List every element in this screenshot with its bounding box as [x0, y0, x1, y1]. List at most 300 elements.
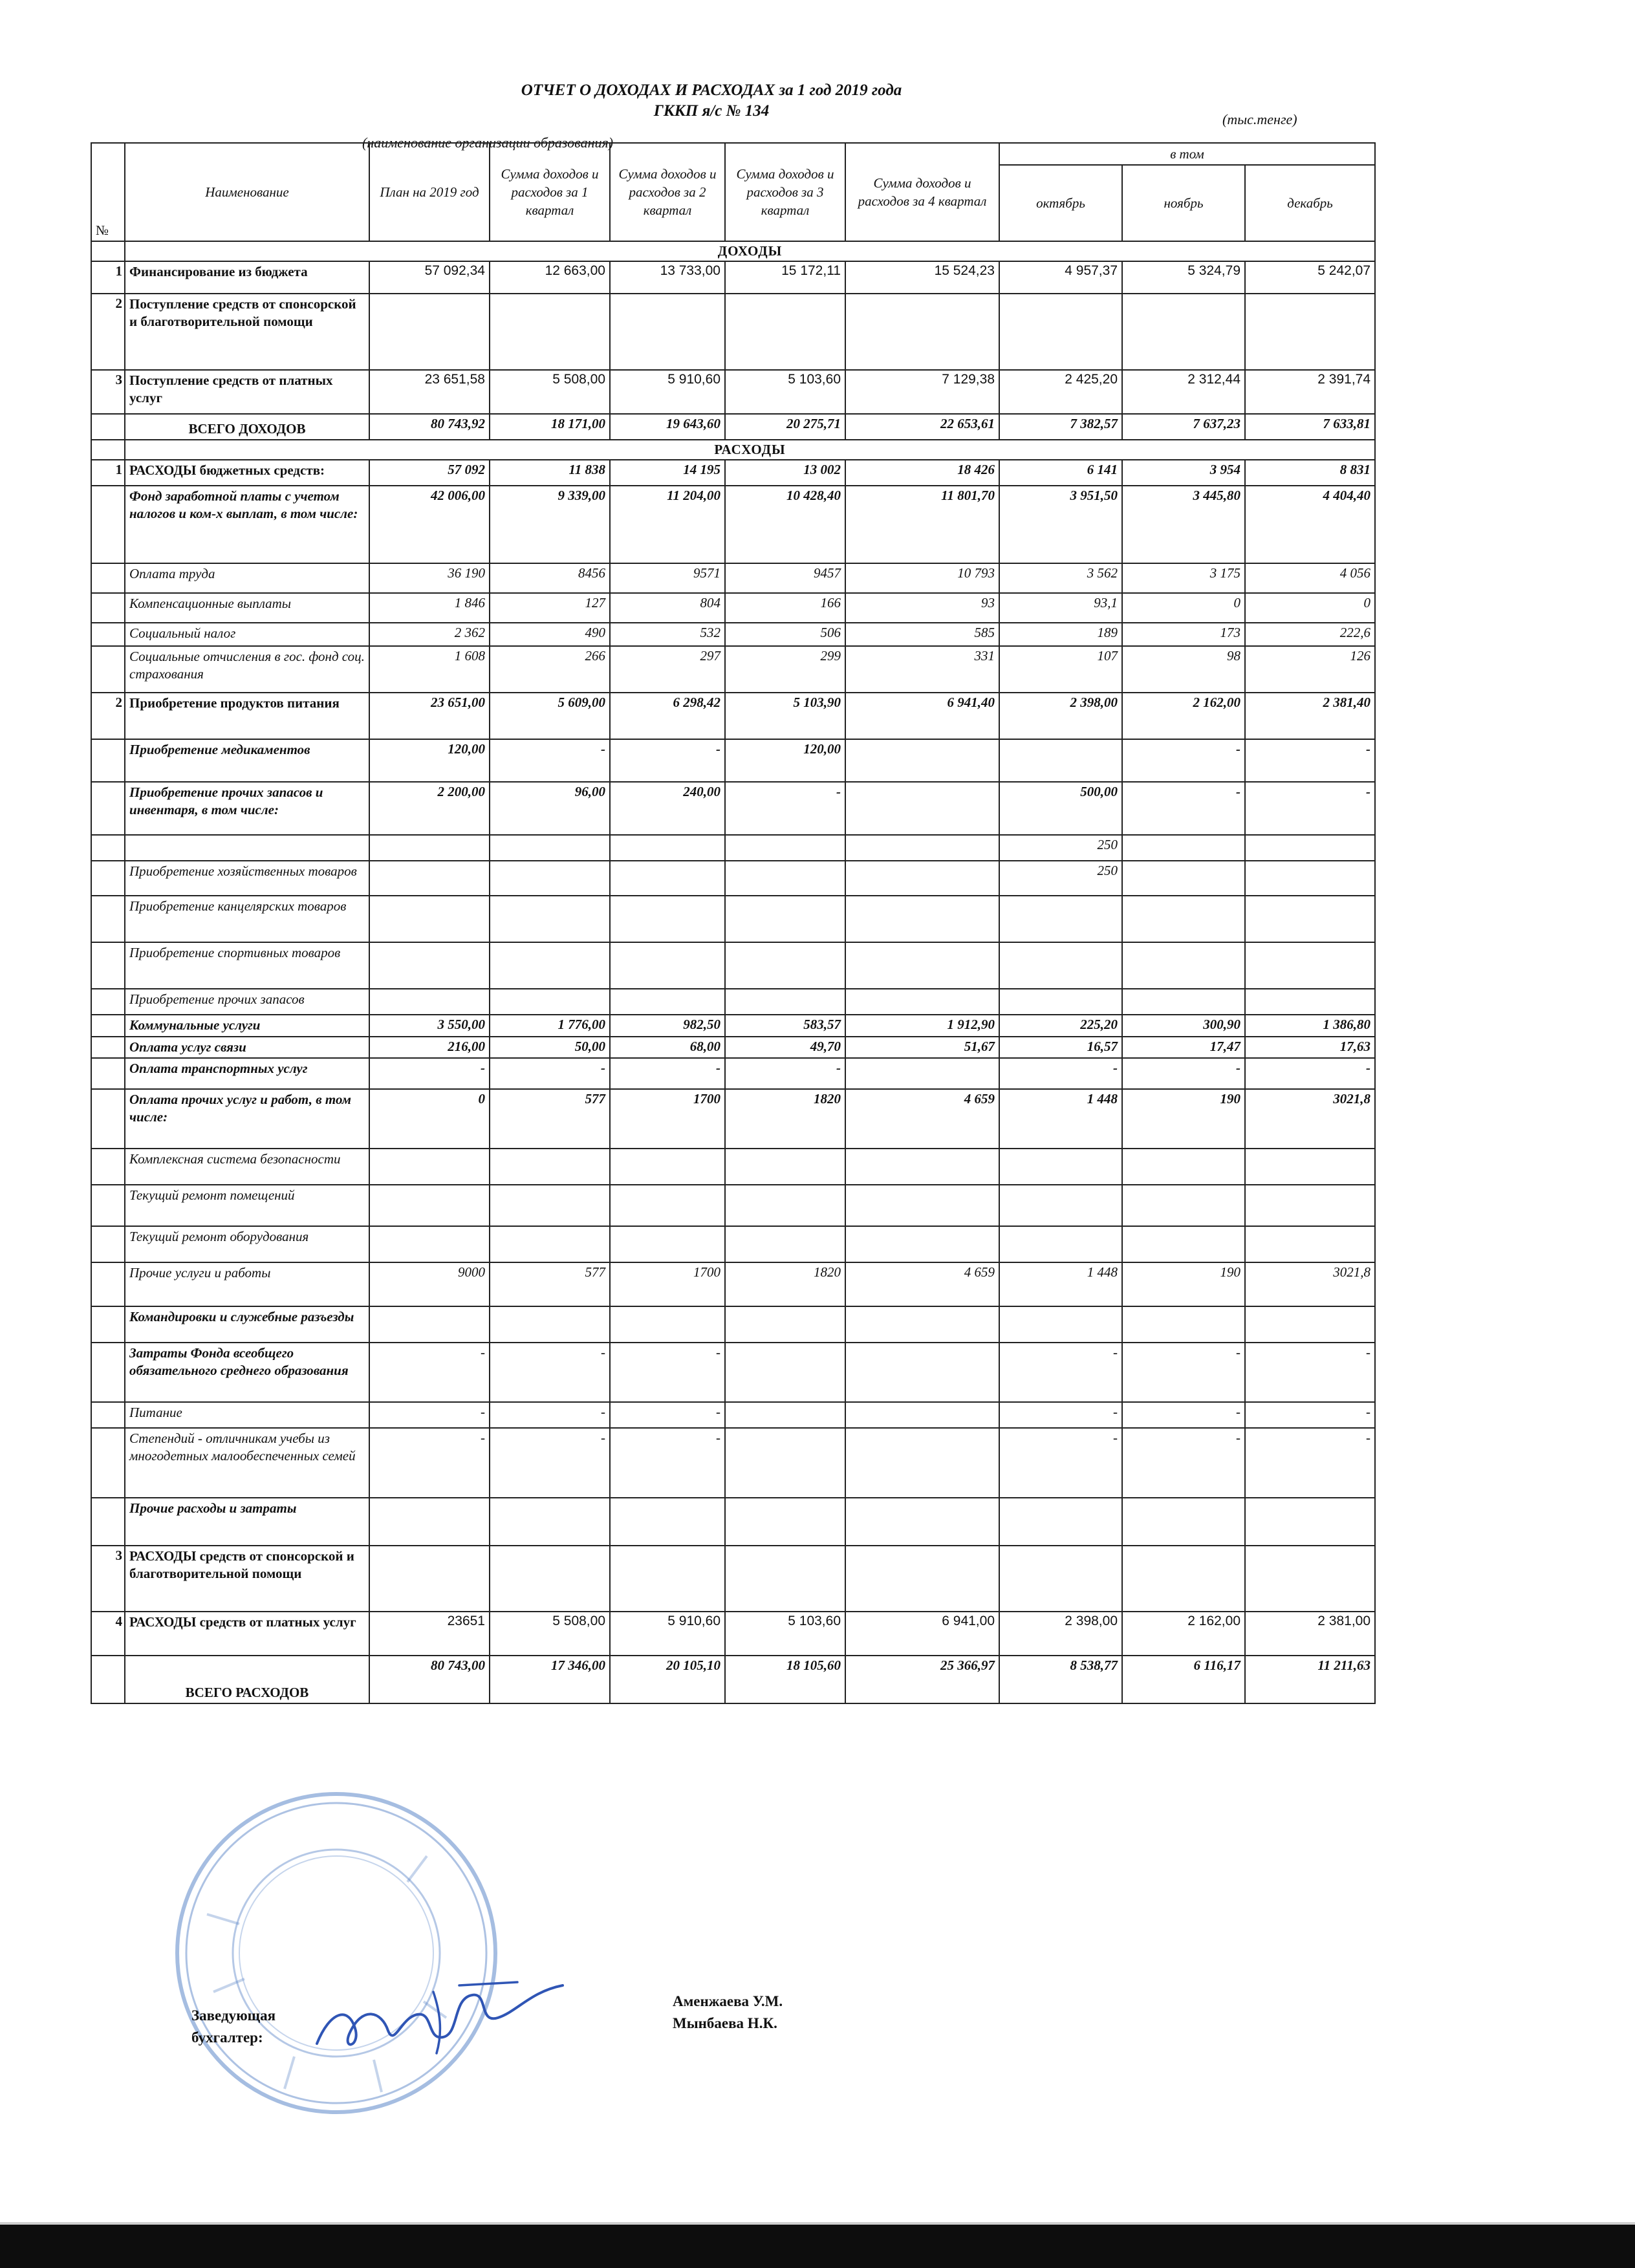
row-name: Приобретение прочих запасов и инвентаря, в том числе:	[125, 782, 369, 835]
cell-m3: 8 831	[1245, 460, 1375, 486]
cell-m1	[999, 739, 1122, 782]
row-name: Приобретение спортивных товаров	[125, 942, 369, 989]
cell-q4	[845, 1185, 999, 1226]
cell-q4	[845, 1498, 999, 1546]
cell-q4	[845, 739, 999, 782]
row-number	[91, 896, 125, 942]
section-no-cell	[91, 440, 125, 460]
cell-plan	[369, 989, 490, 1015]
cell-m3	[1245, 1185, 1375, 1226]
cell-q1	[490, 861, 610, 896]
cell-m2	[1122, 896, 1245, 942]
col-plan: План на 2019 год	[369, 143, 490, 241]
row-name: Приобретение продуктов питания	[125, 693, 369, 739]
cell-m2	[1122, 1498, 1245, 1546]
table-row	[91, 942, 1375, 989]
col-no: №	[91, 143, 125, 241]
cell-m3: 3021,8	[1245, 1262, 1375, 1306]
cell-q3	[725, 989, 845, 1015]
col-name: Наименование	[125, 143, 369, 241]
table-row	[91, 861, 1375, 896]
row-name: Коммунальные услуги	[125, 1015, 369, 1037]
cell-m1: -	[999, 1058, 1122, 1089]
row-number	[91, 835, 125, 861]
row-name: РАСХОДЫ бюджетных средств:	[125, 460, 369, 486]
row-number	[91, 1149, 125, 1185]
table-row	[91, 1428, 1375, 1498]
cell-m2	[1122, 1226, 1245, 1262]
cell-m1: 1 448	[999, 1089, 1122, 1149]
row-name: Затраты Фонда всеобщего обязательного среднего образования	[125, 1343, 369, 1402]
cell-plan: 36 190	[369, 563, 490, 593]
cell-q3	[725, 1149, 845, 1185]
cell-q3	[725, 861, 845, 896]
cell-q1: 11 838	[490, 460, 610, 486]
report-body	[91, 241, 1375, 1703]
col-q4: Сумма доходов и расходов за 4 квартал	[845, 143, 999, 241]
cell-m3: 4 404,40	[1245, 486, 1375, 563]
cell-q1	[490, 1546, 610, 1612]
cell-m2: 3 954	[1122, 460, 1245, 486]
table-row	[91, 1498, 1375, 1546]
cell-m1	[999, 1226, 1122, 1262]
cell-m2: 300,90	[1122, 1015, 1245, 1037]
cell-q2	[610, 1185, 725, 1226]
row-number	[91, 1089, 125, 1149]
cell-plan: -	[369, 1402, 490, 1428]
cell-q2: 1700	[610, 1089, 725, 1149]
cell-m3	[1245, 1149, 1375, 1185]
cell-q2: 13 733,00	[610, 261, 725, 294]
cell-q1	[490, 989, 610, 1015]
cell-m2: 190	[1122, 1262, 1245, 1306]
cell-q2: 532	[610, 623, 725, 646]
row-number	[91, 861, 125, 896]
row-number	[91, 623, 125, 646]
cell-q1	[490, 1149, 610, 1185]
cell-m2	[1122, 294, 1245, 370]
cell-q3: 20 275,71	[725, 414, 845, 440]
cell-q1: 12 663,00	[490, 261, 610, 294]
cell-q1: 266	[490, 646, 610, 693]
cell-m3	[1245, 861, 1375, 896]
cell-q2	[610, 294, 725, 370]
cell-q1	[490, 942, 610, 989]
units-caption: (тыс.тенге)	[1222, 111, 1297, 127]
row-number: 3	[91, 370, 125, 414]
cell-q2	[610, 896, 725, 942]
cell-q1: -	[490, 1343, 610, 1402]
table-row	[91, 1546, 1375, 1612]
cell-m1	[999, 1185, 1122, 1226]
cell-q2: 20 105,10	[610, 1656, 725, 1703]
cell-m1: 8 538,77	[999, 1656, 1122, 1703]
cell-q4: 93	[845, 593, 999, 623]
cell-plan: 1 608	[369, 646, 490, 693]
cell-plan: 0	[369, 1089, 490, 1149]
table-row	[91, 782, 1375, 835]
table-row	[91, 739, 1375, 782]
cell-plan: -	[369, 1343, 490, 1402]
col-q2: Сумма доходов и расходов за 2 квартал	[610, 143, 725, 241]
cell-plan: 42 006,00	[369, 486, 490, 563]
cell-q1	[490, 1306, 610, 1343]
cell-m2: 173	[1122, 623, 1245, 646]
row-number	[91, 1402, 125, 1428]
cell-q4	[845, 1149, 999, 1185]
cell-q3	[725, 942, 845, 989]
cell-m1: -	[999, 1428, 1122, 1498]
cell-m2: 190	[1122, 1089, 1245, 1149]
cell-q4	[845, 1546, 999, 1612]
col-group: в том	[999, 143, 1375, 165]
cell-q4	[845, 1226, 999, 1262]
row-name: РАСХОДЫ средств от платных услуг	[125, 1612, 369, 1656]
cell-q4	[845, 942, 999, 989]
cell-m1: 250	[999, 861, 1122, 896]
cell-q3	[725, 1498, 845, 1546]
cell-plan: -	[369, 1058, 490, 1089]
report-title-line2: ГККП я/с № 134	[653, 102, 770, 120]
cell-m1: 2 398,00	[999, 693, 1122, 739]
cell-m2: 2 162,00	[1122, 1612, 1245, 1656]
cell-q3: 5 103,60	[725, 1612, 845, 1656]
row-name: Степендий - отличникам учебы из многодетных малообеспеченных семей	[125, 1428, 369, 1498]
cell-m2	[1122, 1306, 1245, 1343]
cell-m3: 11 211,63	[1245, 1656, 1375, 1703]
cell-m1: 4 957,37	[999, 261, 1122, 294]
cell-q4: 6 941,40	[845, 693, 999, 739]
cell-q2: 804	[610, 593, 725, 623]
row-number	[91, 942, 125, 989]
cell-q2	[610, 1226, 725, 1262]
cell-m3: 2 381,40	[1245, 693, 1375, 739]
row-number	[91, 1428, 125, 1498]
cell-q4	[845, 1428, 999, 1498]
cell-m2	[1122, 1185, 1245, 1226]
cell-q3: 13 002	[725, 460, 845, 486]
cell-plan: 57 092,34	[369, 261, 490, 294]
cell-m2: 7 637,23	[1122, 414, 1245, 440]
row-name: Питание	[125, 1402, 369, 1428]
row-number	[91, 1498, 125, 1546]
cell-m3: 4 056	[1245, 563, 1375, 593]
cell-q3: 49,70	[725, 1037, 845, 1058]
row-number	[91, 1226, 125, 1262]
cell-m3: -	[1245, 782, 1375, 835]
row-name: Оплата труда	[125, 563, 369, 593]
cell-q3	[725, 1306, 845, 1343]
cell-q4: 18 426	[845, 460, 999, 486]
cell-m3: 2 391,74	[1245, 370, 1375, 414]
cell-q3: 120,00	[725, 739, 845, 782]
cell-q1: 127	[490, 593, 610, 623]
cell-q4	[845, 989, 999, 1015]
cell-q1: 17 346,00	[490, 1656, 610, 1703]
table-row	[91, 1058, 1375, 1089]
cell-m1: 2 398,00	[999, 1612, 1122, 1656]
cell-q1	[490, 896, 610, 942]
cell-q1: 577	[490, 1089, 610, 1149]
table-row	[91, 896, 1375, 942]
cell-q3: 15 172,11	[725, 261, 845, 294]
cell-q3: 506	[725, 623, 845, 646]
cell-m3: -	[1245, 739, 1375, 782]
table-row	[91, 460, 1375, 486]
cell-q3	[725, 896, 845, 942]
cell-q2: 9571	[610, 563, 725, 593]
cell-q2	[610, 989, 725, 1015]
signature	[304, 1972, 576, 2063]
cell-m1	[999, 1306, 1122, 1343]
cell-q2: 982,50	[610, 1015, 725, 1037]
row-number	[91, 1306, 125, 1343]
table-row	[91, 1306, 1375, 1343]
cell-q1: 490	[490, 623, 610, 646]
cell-q2: -	[610, 1058, 725, 1089]
cell-m3	[1245, 835, 1375, 861]
cell-m2	[1122, 861, 1245, 896]
cell-q1	[490, 294, 610, 370]
cell-q3	[725, 1343, 845, 1402]
cell-m3	[1245, 294, 1375, 370]
cell-q4: 11 801,70	[845, 486, 999, 563]
scan-edge-bar	[0, 2225, 1635, 2268]
cell-m1: 250	[999, 835, 1122, 861]
cell-q1: 577	[490, 1262, 610, 1306]
row-name: Прочие расходы и затраты	[125, 1498, 369, 1546]
report-table	[91, 142, 1376, 1704]
row-name: Приобретение прочих запасов	[125, 989, 369, 1015]
table-row	[91, 1015, 1375, 1037]
cell-q4: 585	[845, 623, 999, 646]
col-m1: октябрь	[999, 165, 1122, 241]
cell-m1: 3 951,50	[999, 486, 1122, 563]
cell-m2: -	[1122, 782, 1245, 835]
signature-roles	[191, 2005, 276, 2049]
cell-q4: 25 366,97	[845, 1656, 999, 1703]
cell-m1	[999, 896, 1122, 942]
row-number: 2	[91, 294, 125, 370]
cell-plan	[369, 1306, 490, 1343]
cell-q1	[490, 1226, 610, 1262]
cell-q1	[490, 835, 610, 861]
table-row	[91, 646, 1375, 693]
cell-plan: 23 651,00	[369, 693, 490, 739]
row-number	[91, 1343, 125, 1402]
cell-q2: 11 204,00	[610, 486, 725, 563]
cell-m1: 107	[999, 646, 1122, 693]
signature-names	[673, 1991, 783, 2035]
cell-q4: 6 941,00	[845, 1612, 999, 1656]
section-income-title: ДОХОДЫ	[125, 241, 1375, 261]
cell-m2: -	[1122, 1428, 1245, 1498]
cell-plan	[369, 1149, 490, 1185]
row-name: ВСЕГО ДОХОДОВ	[125, 414, 369, 440]
cell-q2: -	[610, 739, 725, 782]
cell-q1: -	[490, 1428, 610, 1498]
row-name: Фонд заработной платы с учетом налогов и ком-х выплат, в том числе:	[125, 486, 369, 563]
row-name: Финансирование из бюджета	[125, 261, 369, 294]
cell-q2: 240,00	[610, 782, 725, 835]
row-number	[91, 486, 125, 563]
row-name: Командировки и служебные разъезды	[125, 1306, 369, 1343]
cell-q3	[725, 294, 845, 370]
cell-q4: 1 912,90	[845, 1015, 999, 1037]
cell-q4: 15 524,23	[845, 261, 999, 294]
cell-m3	[1245, 1546, 1375, 1612]
role-accountant: бухгалтер:	[191, 2029, 263, 2046]
cell-m2: 17,47	[1122, 1037, 1245, 1058]
cell-m3	[1245, 989, 1375, 1015]
cell-m2	[1122, 942, 1245, 989]
cell-q2	[610, 835, 725, 861]
cell-plan	[369, 1546, 490, 1612]
table-row	[91, 835, 1375, 861]
cell-m1: 6 141	[999, 460, 1122, 486]
cell-m3: -	[1245, 1058, 1375, 1089]
cell-plan: 216,00	[369, 1037, 490, 1058]
cell-q4	[845, 896, 999, 942]
cell-q3: 5 103,90	[725, 693, 845, 739]
row-number: 2	[91, 693, 125, 739]
section-row	[91, 241, 1375, 261]
cell-q4: 22 653,61	[845, 414, 999, 440]
cell-q4: 7 129,38	[845, 370, 999, 414]
cell-m1	[999, 1498, 1122, 1546]
cell-m2: 3 175	[1122, 563, 1245, 593]
col-q3: Сумма доходов и расходов за 3 квартал	[725, 143, 845, 241]
cell-m3: -	[1245, 1402, 1375, 1428]
cell-plan	[369, 1498, 490, 1546]
cell-q4	[845, 782, 999, 835]
cell-q2: 5 910,60	[610, 370, 725, 414]
cell-q2	[610, 1149, 725, 1185]
table-row	[91, 261, 1375, 294]
row-number	[91, 1037, 125, 1058]
row-name: Текущий ремонт помещений	[125, 1185, 369, 1226]
cell-m3	[1245, 942, 1375, 989]
cell-q3: -	[725, 782, 845, 835]
cell-q3: 1820	[725, 1262, 845, 1306]
cell-m1: 500,00	[999, 782, 1122, 835]
row-name: Поступление средств от спонсорской и благотворительной помощи	[125, 294, 369, 370]
cell-q3: 18 105,60	[725, 1656, 845, 1703]
cell-m3	[1245, 1498, 1375, 1546]
cell-plan	[369, 1226, 490, 1262]
cell-plan: 23 651,58	[369, 370, 490, 414]
cell-m2: 3 445,80	[1122, 486, 1245, 563]
cell-plan: 2 200,00	[369, 782, 490, 835]
cell-m2	[1122, 1546, 1245, 1612]
table-row	[91, 623, 1375, 646]
cell-q4	[845, 835, 999, 861]
cell-q2: -	[610, 1428, 725, 1498]
cell-m3: 222,6	[1245, 623, 1375, 646]
report-title	[388, 80, 1035, 122]
row-number: 4	[91, 1612, 125, 1656]
cell-m2: 5 324,79	[1122, 261, 1245, 294]
cell-q3	[725, 1226, 845, 1262]
cell-q2	[610, 861, 725, 896]
row-number: 3	[91, 1546, 125, 1612]
table-row	[91, 1089, 1375, 1149]
cell-q2: 297	[610, 646, 725, 693]
cell-m2: 6 116,17	[1122, 1656, 1245, 1703]
table-row	[91, 1656, 1375, 1703]
cell-q2: -	[610, 1343, 725, 1402]
table-row	[91, 1185, 1375, 1226]
cell-m2: -	[1122, 1402, 1245, 1428]
table-row	[91, 1037, 1375, 1058]
cell-q2	[610, 1546, 725, 1612]
cell-q1: 8456	[490, 563, 610, 593]
cell-q1: 5 508,00	[490, 1612, 610, 1656]
cell-plan: -	[369, 1428, 490, 1498]
cell-plan	[369, 1185, 490, 1226]
section-row	[91, 440, 1375, 460]
cell-q3: 9457	[725, 563, 845, 593]
cell-q4: 4 659	[845, 1262, 999, 1306]
cell-m3: 7 633,81	[1245, 414, 1375, 440]
row-number	[91, 1185, 125, 1226]
cell-m2: 98	[1122, 646, 1245, 693]
col-q1: Сумма доходов и расходов за 1 квартал	[490, 143, 610, 241]
cell-m2	[1122, 989, 1245, 1015]
row-name: Социальный налог	[125, 623, 369, 646]
cell-plan: 23651	[369, 1612, 490, 1656]
table-row	[91, 1262, 1375, 1306]
cell-plan: 9000	[369, 1262, 490, 1306]
cell-plan: 80 743,92	[369, 414, 490, 440]
table-row	[91, 593, 1375, 623]
cell-q4: 51,67	[845, 1037, 999, 1058]
cell-q1: 5 609,00	[490, 693, 610, 739]
row-name: Приобретение хозяйственных товаров	[125, 861, 369, 896]
cell-q3: 166	[725, 593, 845, 623]
cell-q2: 68,00	[610, 1037, 725, 1058]
cell-q1	[490, 1498, 610, 1546]
cell-q1: 50,00	[490, 1037, 610, 1058]
row-number	[91, 414, 125, 440]
cell-q1: 96,00	[490, 782, 610, 835]
cell-m1: -	[999, 1402, 1122, 1428]
cell-m2: 0	[1122, 593, 1245, 623]
cell-plan	[369, 896, 490, 942]
row-name: Оплата услуг связи	[125, 1037, 369, 1058]
cell-q4	[845, 294, 999, 370]
row-number	[91, 989, 125, 1015]
table-row	[91, 1343, 1375, 1402]
round-seal	[168, 1785, 504, 2121]
cell-q1: -	[490, 1402, 610, 1428]
row-name: Оплата прочих услуг и работ, в том числе:	[125, 1089, 369, 1149]
cell-q2: 19 643,60	[610, 414, 725, 440]
table-row	[91, 989, 1375, 1015]
cell-q3: -	[725, 1058, 845, 1089]
table-row	[91, 563, 1375, 593]
cell-q2	[610, 942, 725, 989]
cell-q2: 6 298,42	[610, 693, 725, 739]
row-number	[91, 782, 125, 835]
table-row	[91, 414, 1375, 440]
cell-q2	[610, 1306, 725, 1343]
row-number	[91, 1656, 125, 1703]
cell-q4	[845, 861, 999, 896]
cell-q1: -	[490, 739, 610, 782]
row-number	[91, 739, 125, 782]
cell-m3: 126	[1245, 646, 1375, 693]
